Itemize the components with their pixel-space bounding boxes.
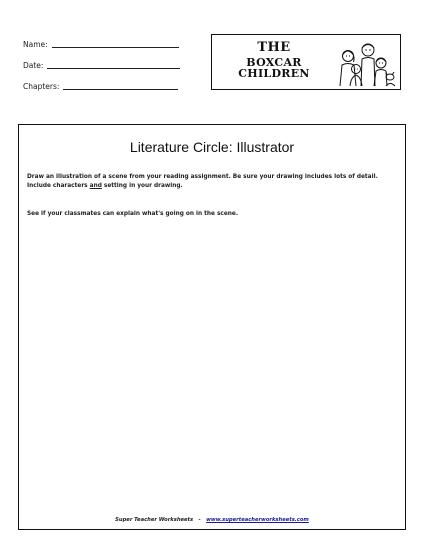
date-label: Date: <box>23 61 44 70</box>
date-field[interactable] <box>23 61 180 70</box>
name-label: Name: <box>23 40 48 49</box>
logo-the: THE <box>257 40 291 55</box>
logo-title: BOXCAR CHILDREN <box>238 56 310 80</box>
logo-text <box>218 41 330 79</box>
chapters-line[interactable] <box>63 89 178 90</box>
instruction-text-1: Draw an illustration of a scene from your reading assignment. Be sure your drawing includes lots of detail. Include characters <box>27 174 378 189</box>
footer <box>19 517 405 523</box>
name-field[interactable] <box>23 40 179 49</box>
page-title: Literature Circle: Illustrator <box>129 139 295 155</box>
instruction-text-2: setting in your drawing. <box>101 183 183 189</box>
instruction-emphasis: and <box>89 183 102 189</box>
footer-link[interactable]: www.superteacherworksheets.com <box>206 517 309 523</box>
boxcar-children-logo <box>211 34 401 90</box>
chapters-label: Chapters: <box>23 82 60 91</box>
instruction-paragraph-1 <box>27 173 397 191</box>
date-line[interactable] <box>47 68 180 69</box>
name-line[interactable] <box>52 47 179 48</box>
illustration-box[interactable] <box>18 124 406 530</box>
footer-separator: - <box>198 517 201 523</box>
instruction-paragraph-2: See if your classmates can explain what's going on in the scene. <box>27 211 239 217</box>
chapters-field[interactable] <box>23 82 178 91</box>
children-illustration-icon <box>334 39 396 87</box>
footer-brand: Super Teacher Worksheets <box>115 517 194 523</box>
